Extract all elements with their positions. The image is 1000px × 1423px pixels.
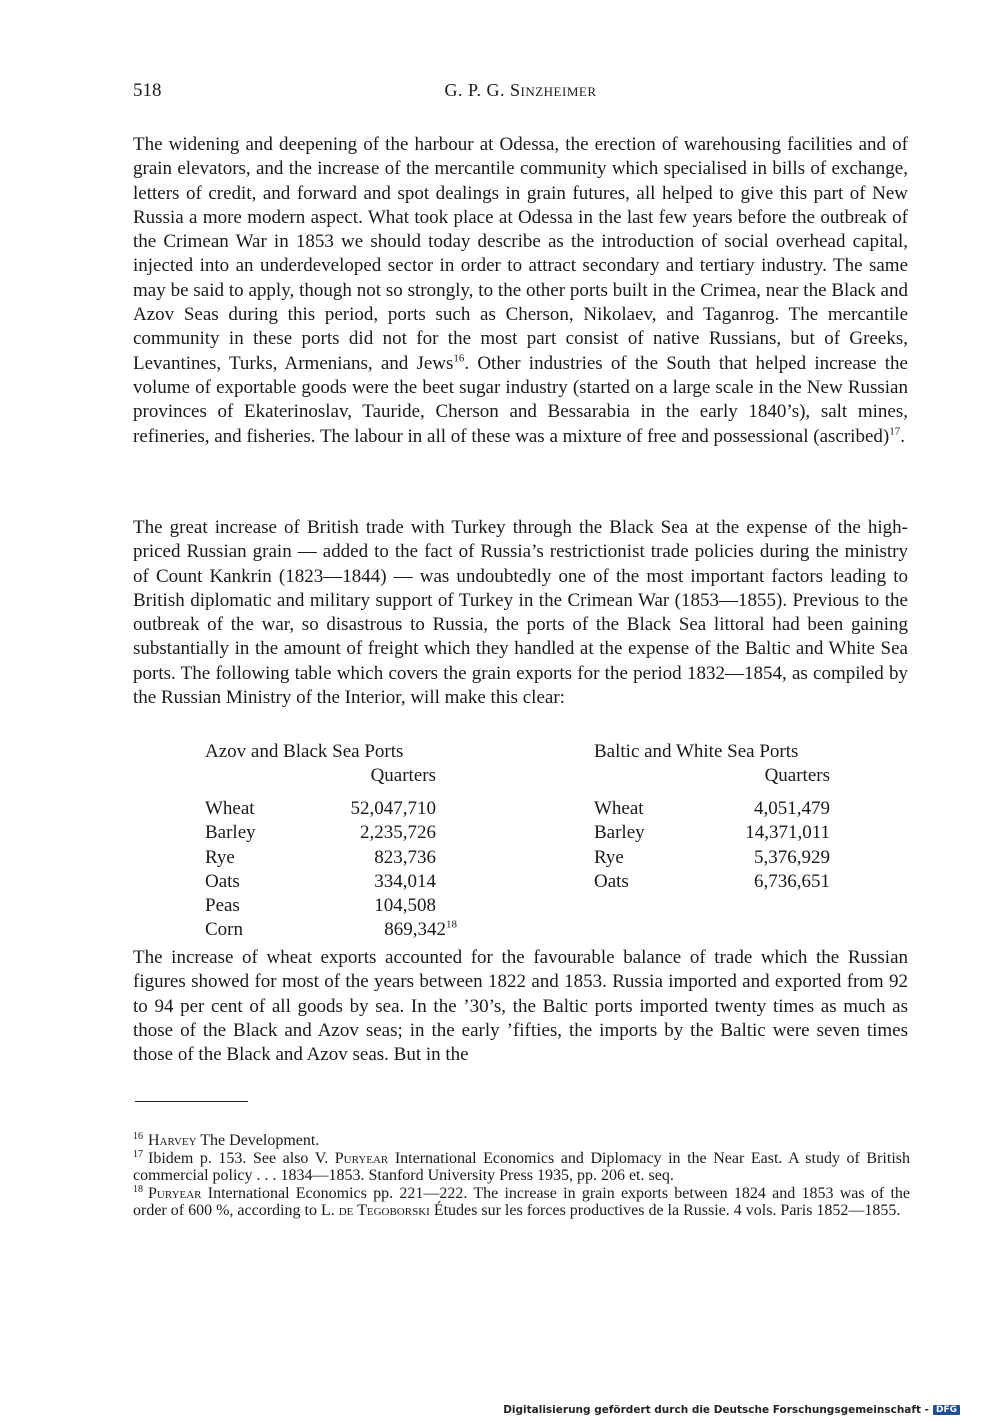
footnote-number: 16 <box>133 1130 143 1142</box>
table-row <box>594 797 834 821</box>
footnote-ref-17: 17 <box>889 425 901 438</box>
table-row <box>594 846 834 870</box>
footnote-author: Harvey <box>148 1132 197 1149</box>
crop-quantity: 4,051,479 <box>754 798 830 819</box>
paragraph-3 <box>133 946 908 1067</box>
crop-quantity: 823,736 <box>374 846 436 868</box>
baltic-white-heading <box>594 740 834 788</box>
table-row <box>205 894 465 918</box>
paragraph-1 <box>133 133 908 449</box>
crop-name: Rye <box>205 846 235 868</box>
footnote-number: 17 <box>133 1148 143 1160</box>
page-number: 518 <box>133 80 162 101</box>
crop-quantity: 6,736,651 <box>754 870 830 892</box>
digitization-text: Digitalisierung gefördert durch die Deutsche Forschungsgemeinschaft - <box>503 1404 929 1416</box>
crop-name: Oats <box>205 870 240 892</box>
paragraph-2-text: The great increase of British trade with Turkey through the Black Sea at the expense of the high-priced Russian grain — added to the fact of Russia’s restrictionist trade policies during the ministry of Count Kankrin (1823—1844) — was undoubtedly one of the most important factors leading to British diplomatic and military support of Turkey in the Crimean War (1853—1855). Previous to the outbreak of the war, so disastrous to Russia, the ports of the Black Sea littoral had been gaining substantially in the amount of freight which they handled at the expense of the Baltic and White Sea ports. The following table which covers the grain exports for the period 1832—1854, as compiled by the Russian Ministry of the Interior, will make this clear: <box>133 517 908 709</box>
paragraph-1-text-a: The widening and deepening of the harbour at Odessa, the erection of warehousing facilities and of grain elevators, and the increase of the mercantile community which specialised in bills of exchange, letters of credit, and forward and spot dealings in grain futures, all helped to give this part of New Russia a more modern aspect. What took place at Odessa in the last few years before the outbreak of the Crimean War in 1853 we should today describe as the introduction of social overhead capital, injected into an underdeveloped sector in order to attract secondary and tertiary industry. The same may be said to apply, though not so strongly, to the other ports built in the Crimea, near the Black and Azov Seas during this period, ports such as Cherson, Nikolaev, and Taganrog. The mercantile community in these ports did not for the most part consist of native Russians, but of Greeks, Levantines, Turks, Armenians, and Jews <box>133 134 908 374</box>
footnote-text: International Economics pp. 221—222. The increase in grain exports between 1824 and 1853 was of the order of 600 %, according to L. <box>133 1185 910 1219</box>
table-row <box>594 821 834 845</box>
dfg-logo: DFG <box>933 1405 960 1415</box>
table-row <box>205 918 465 942</box>
crop-name: Oats <box>594 870 629 892</box>
footnote-text: International Economics and Diplomacy in the Near East. A study of British commercial policy . . . 1834—1853. Stanford University Press 1935, pp. 206 et. seq. <box>133 1150 910 1184</box>
table-row <box>205 797 465 821</box>
crop-name: Wheat <box>205 798 255 819</box>
crop-name: Barley <box>205 822 256 844</box>
footnote-author-2: de Tegoborski <box>338 1202 430 1219</box>
footnote-text: The Development. <box>196 1132 320 1149</box>
paragraph-2 <box>133 516 908 710</box>
azov-black-title: Azov and Black Sea Ports <box>205 741 404 762</box>
azov-black-column <box>205 740 465 943</box>
table-row <box>594 870 834 894</box>
crop-quantity: 2,235,726 <box>360 822 436 844</box>
table-row <box>205 870 465 894</box>
footnote-number: 18 <box>133 1183 143 1195</box>
azov-black-heading <box>205 740 465 788</box>
footnote-ref-18: 18 <box>446 919 457 932</box>
paragraph-1-text-b: . Other industries of the South that helped increase the volume of exportable goods were the beet sugar industry (started on a large scale in the New Russian provinces of Ekaterinoslav, Tauride, Cherson and Bessarabia in the early 1840’s), salt mines, refineries, and fisheries. The labour in all of these was a mixture of free and possessional (ascribed) <box>133 352 908 447</box>
baltic-white-title: Baltic and White Sea Ports <box>594 741 799 762</box>
footnote-16 <box>133 1132 910 1149</box>
paragraph-1-text-c: . <box>900 425 905 447</box>
crop-quantity: 52,047,710 <box>350 798 436 819</box>
paragraph-3-text: The increase of wheat exports accounted for the favourable balance of trade which the Russian figures showed for most of the years between 1822 and 1853. Russia imported and exported from 92 to 94 per cent of all goods by sea. In the ’30’s, the Baltic ports imported twenty times as much as those of the Black and Azov seas; in the early ’fifties, the imports by the Baltic were seven times those of the Black and Azov seas. But in the <box>133 947 908 1066</box>
crop-name: Rye <box>594 846 624 868</box>
footnote-ref-16: 16 <box>453 352 465 365</box>
footnote-text-2: Études sur les forces productives de la Russie. 4 vols. Paris 1852—1855. <box>429 1202 901 1219</box>
baltic-white-unit: Quarters <box>764 765 830 786</box>
crop-name: Wheat <box>594 798 644 819</box>
grain-exports-table <box>205 740 835 940</box>
running-head: G. P. G. Sinzheimer <box>444 80 597 100</box>
footnote-author: Puryear <box>334 1150 389 1167</box>
crop-name: Peas <box>205 895 240 917</box>
footnote-18 <box>133 1185 910 1219</box>
crop-quantity: 104,508 <box>374 895 436 917</box>
footnotes <box>133 1132 910 1220</box>
table-row <box>205 846 465 870</box>
footnote-divider <box>135 1101 248 1102</box>
footnote-17 <box>133 1150 910 1184</box>
page-header <box>133 80 908 106</box>
crop-name: Barley <box>594 822 645 844</box>
baltic-white-column <box>594 740 834 894</box>
table-row <box>205 821 465 845</box>
digitization-notice <box>503 1404 960 1416</box>
footnote-text-pre: Ibidem p. 153. See also V. <box>148 1150 335 1167</box>
crop-name: Corn <box>205 919 243 941</box>
crop-quantity: 334,014 <box>374 870 436 892</box>
crop-quantity: 14,371,011 <box>745 822 830 844</box>
crop-quantity: 5,376,929 <box>754 846 830 868</box>
azov-black-unit: Quarters <box>370 765 436 786</box>
footnote-author: Puryear <box>148 1185 202 1202</box>
crop-quantity: 869,342$^{18}$ <box>384 919 457 941</box>
